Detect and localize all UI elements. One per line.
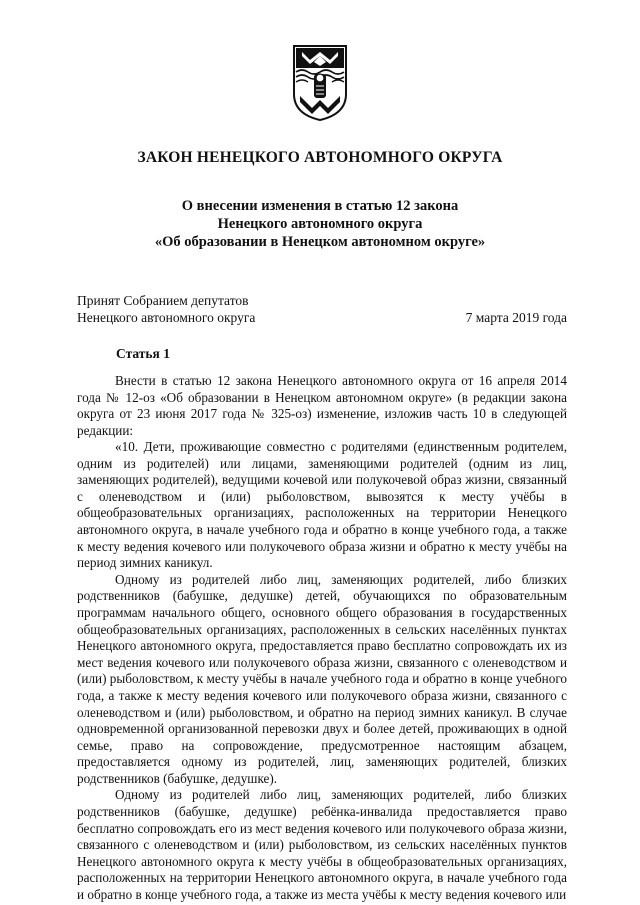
paragraph: «10. Дети, проживающие совместно с родителями (единственным родителем, одним из родителей) или лицами, заменяющими родителей (одним из лиц, заменяющих родителей), ведущими кочевой или полукочевой образ жизни, связанный с оленеводством и (или) рыболовством, вывозятся к месту учёбы в общеобразовательных организациях, расположенных на территории Ненецкого автономного округа, в начале учебного года и обратно в конце учебного года, а также к месту ведения кочевого или полукочевого образа жизни и обратно к месту учёбы на период зимних каникул. <box>77 439 567 571</box>
subtitle-line: «Об образовании в Ненецком автономном округе» <box>154 234 486 250</box>
adoption-date: 7 марта 2019 года <box>465 310 567 325</box>
coat-of-arms-emblem <box>292 44 348 122</box>
paragraph: Одному из родителей либо лиц, заменяющих родителей, либо близких родственников (бабушке, дедушке) ребёнка-инвалида предоставляется право бесплатно сопровождать его из мест ведения кочевого или полукочевого образа жизни, связанного с оленеводством и (или) рыболовством, из сельских населённых пунктов Ненецкого автономного округа к месту учёбы в общеобразовательных организациях, расположенных на территории Ненецкого автономного округа, в начале учебного года и обратно в конце учебного года, а также из места учёбы к месту ведения кочевого или <box>77 787 567 903</box>
law-subtitle <box>0 197 640 251</box>
paragraph: Внести в статью 12 закона Ненецкого автономного округа от 16 апреля 2014 года № 12-оз «Об образовании в Ненецком автономном округе» (в редакции закона округа от 23 июня 2017 года № 325-оз) изменение, изложив часть 10 в следующей редакции: <box>77 373 567 438</box>
paragraph: Одному из родителей либо лиц, заменяющих родителей, либо близких родственников (бабушке, дедушке) детей, обучающихся по образовательным программам начального общего, основного общего образования в государственных общеобразовательных организациях, расположенных в сельских населённых пунктах Ненецкого автономного округа, предоставляется право бесплатно сопровождать их из мест ведения кочевого или полукочевого образа жизни, связанного с оленеводством и (или) рыболовством, к месту учёбы в начале учебного года и обратно в конце учебного года, а также к месту ведения кочевого или полукочевого образа жизни, связанного с оленеводством и (или) рыболовством, и обратно на период зимних каникул. В случае одновременной организованной перевозки двух и более детей, проживающих в одной семье, право на сопровождение, предусмотренное настоящим абзацем, предоставляется одному из родителей, лиц, заменяющих родителей, близких родственников (бабушке, дедушке). <box>77 571 567 786</box>
adoption-line: Ненецкого автономного округа <box>77 310 256 325</box>
article-intro <box>77 373 567 439</box>
article-body <box>77 439 567 904</box>
adoption-line: Принят Собранием депутатов <box>77 293 249 308</box>
adoption-note <box>77 292 255 326</box>
law-title: ЗАКОН НЕНЕЦКОГО АВТОНОМНОГО ОКРУГА <box>137 149 503 166</box>
subtitle-line: О внесении изменения в статью 12 закона <box>181 198 459 214</box>
article-heading: Статья 1 <box>116 346 170 361</box>
subtitle-line: Ненецкого автономного округа <box>217 216 423 232</box>
